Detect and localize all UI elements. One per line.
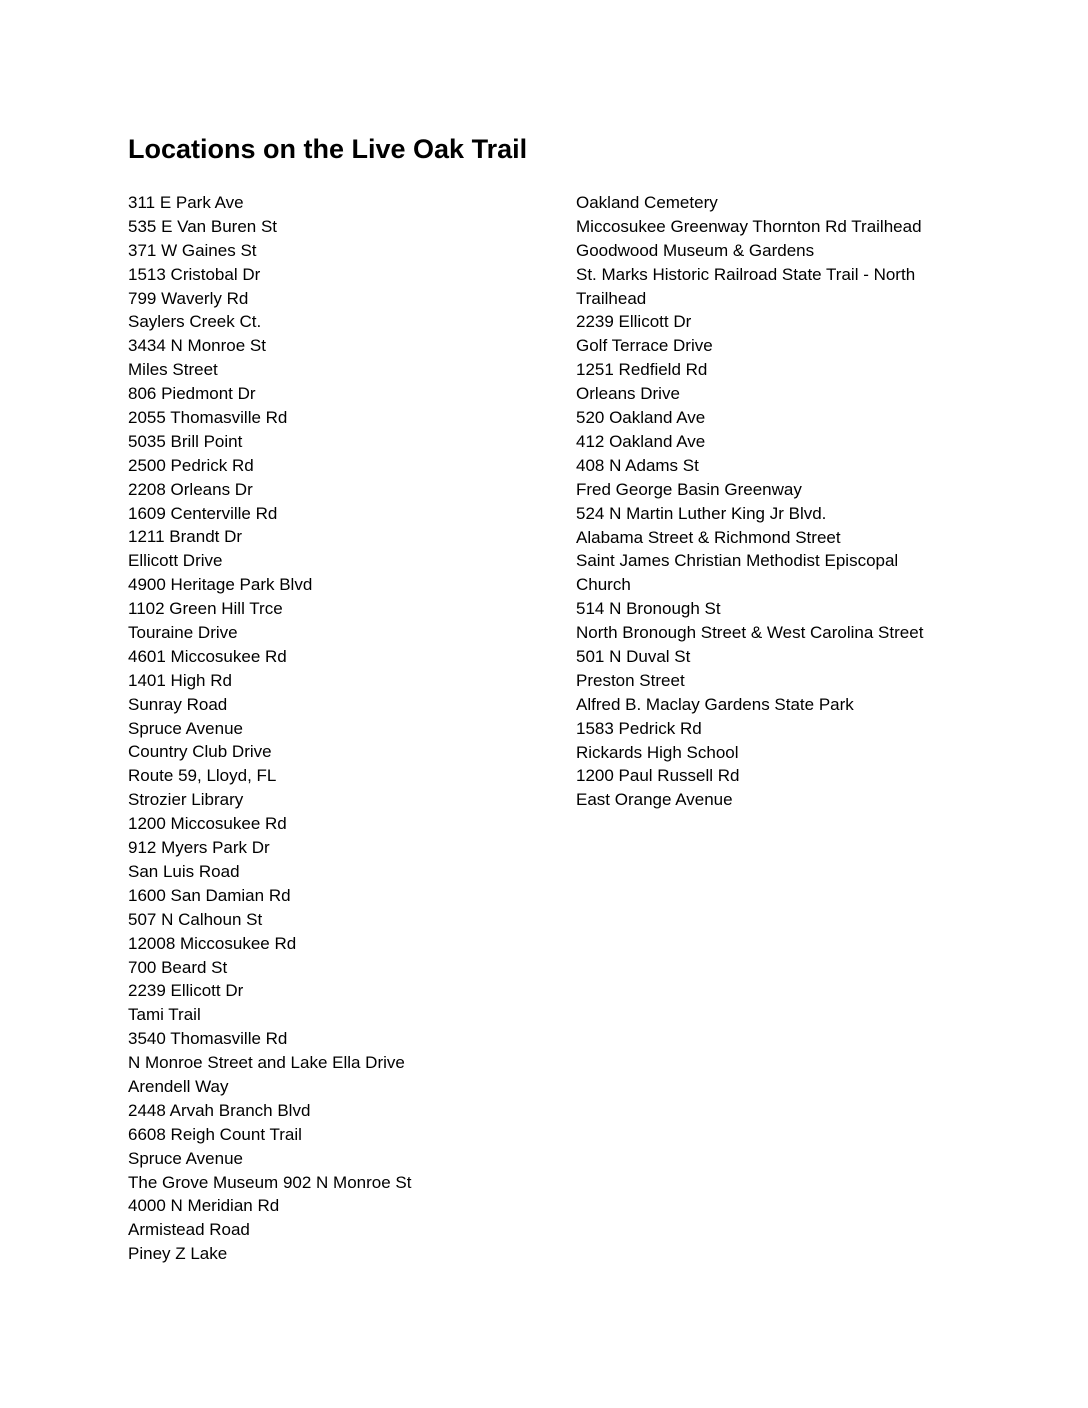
location-item: 514 N Bronough St bbox=[576, 599, 721, 619]
location-item: Orleans Drive bbox=[576, 384, 680, 404]
location-item: 408 N Adams St bbox=[576, 455, 699, 475]
location-item: Touraine Drive bbox=[128, 623, 238, 643]
location-item: 2208 Orleans Dr bbox=[128, 479, 253, 499]
location-item: Spruce Avenue bbox=[128, 1148, 243, 1168]
location-item: Route 59, Lloyd, FL bbox=[128, 766, 277, 786]
location-item: 1600 San Damian Rd bbox=[128, 885, 291, 905]
location-item: 4000 N Meridian Rd bbox=[128, 1196, 280, 1216]
location-item: Oakland Cemetery bbox=[576, 193, 718, 212]
location-item: 507 N Calhoun St bbox=[128, 909, 263, 929]
location-item: 2448 Arvah Branch Blvd bbox=[128, 1100, 311, 1120]
location-item: 3434 N Monroe St bbox=[128, 336, 266, 356]
location-item: 2239 Ellicott Dr bbox=[128, 981, 244, 1001]
location-item: 912 Myers Park Dr bbox=[128, 838, 270, 858]
page-title: Locations on the Live Oak Trail bbox=[128, 134, 528, 164]
location-item: 371 W Gaines St bbox=[128, 240, 257, 260]
location-item: Arendell Way bbox=[128, 1076, 229, 1096]
location-item: Miles Street bbox=[128, 360, 218, 380]
location-item: Alfred B. Maclay Gardens State Park bbox=[576, 694, 854, 714]
location-item: 311 E Park Ave bbox=[128, 193, 244, 212]
location-item: 1583 Pedrick Rd bbox=[576, 718, 702, 738]
location-item: 4601 Miccosukee Rd bbox=[128, 646, 287, 666]
location-item: 3540 Thomasville Rd bbox=[128, 1029, 288, 1049]
location-item: Preston Street bbox=[576, 670, 685, 690]
location-item: 12008 Miccosukee Rd bbox=[128, 933, 297, 953]
location-item: Alabama Street & Richmond Street bbox=[576, 527, 841, 547]
location-item: Tami Trail bbox=[128, 1005, 201, 1025]
location-item: 1251 Redfield Rd bbox=[576, 360, 708, 380]
location-item: 806 Piedmont Dr bbox=[128, 384, 256, 404]
location-item: 2055 Thomasville Rd bbox=[128, 408, 288, 428]
location-item: San Luis Road bbox=[128, 861, 240, 881]
location-item: Miccosukee Greenway Thornton Rd Trailhead bbox=[576, 216, 922, 236]
location-item: Golf Terrace Drive bbox=[576, 336, 713, 356]
location-list-left bbox=[128, 191, 548, 1266]
location-item: 700 Beard St bbox=[128, 957, 228, 977]
location-item: Fred George Basin Greenway bbox=[576, 479, 802, 499]
location-item: East Orange Avenue bbox=[576, 790, 733, 810]
location-item: 2500 Pedrick Rd bbox=[128, 455, 254, 475]
location-item: 1200 Miccosukee Rd bbox=[128, 814, 287, 834]
location-item: 1401 High Rd bbox=[128, 670, 232, 690]
location-item: 4900 Heritage Park Blvd bbox=[128, 575, 313, 595]
location-item: Country Club Drive bbox=[128, 742, 272, 762]
location-item: N Monroe Street and Lake Ella Drive bbox=[128, 1053, 405, 1073]
location-item: Piney Z Lake bbox=[128, 1244, 228, 1264]
location-item: 535 E Van Buren St bbox=[128, 216, 278, 236]
location-item: 520 Oakland Ave bbox=[576, 408, 706, 428]
location-item: 501 N Duval St bbox=[576, 646, 691, 666]
location-item: 1211 Brandt Dr bbox=[128, 527, 243, 547]
location-list-right bbox=[576, 191, 956, 812]
location-item: Saylers Creek Ct. bbox=[128, 312, 262, 332]
location-item: 1200 Paul Russell Rd bbox=[576, 766, 740, 786]
location-item: Strozier Library bbox=[128, 790, 244, 810]
location-item: The Grove Museum 902 N Monroe St bbox=[128, 1172, 412, 1192]
location-item: Saint James Christian Methodist Episcopal Church bbox=[576, 551, 899, 595]
location-item: 5035 Brill Point bbox=[128, 431, 243, 451]
location-item: Armistead Road bbox=[128, 1220, 250, 1240]
location-item: 1513 Cristobal Dr bbox=[128, 264, 261, 284]
location-item: 1609 Centerville Rd bbox=[128, 503, 278, 523]
location-item: Sunray Road bbox=[128, 694, 228, 714]
location-item: Ellicott Drive bbox=[128, 551, 223, 571]
location-item: 799 Waverly Rd bbox=[128, 288, 249, 308]
location-item: 1102 Green Hill Trce bbox=[128, 599, 283, 619]
location-item: 2239 Ellicott Dr bbox=[576, 312, 692, 332]
location-item: Rickards High School bbox=[576, 742, 739, 762]
location-item: Goodwood Museum & Gardens bbox=[576, 240, 815, 260]
location-item: 412 Oakland Ave bbox=[576, 431, 706, 451]
location-item: North Bronough Street & West Carolina Street bbox=[576, 623, 924, 643]
location-item: 6608 Reigh Count Trail bbox=[128, 1124, 302, 1144]
location-item: 524 N Martin Luther King Jr Blvd. bbox=[576, 503, 827, 523]
location-item: Spruce Avenue bbox=[128, 718, 243, 738]
location-item: St. Marks Historic Railroad State Trail - North Trailhead bbox=[576, 264, 916, 308]
